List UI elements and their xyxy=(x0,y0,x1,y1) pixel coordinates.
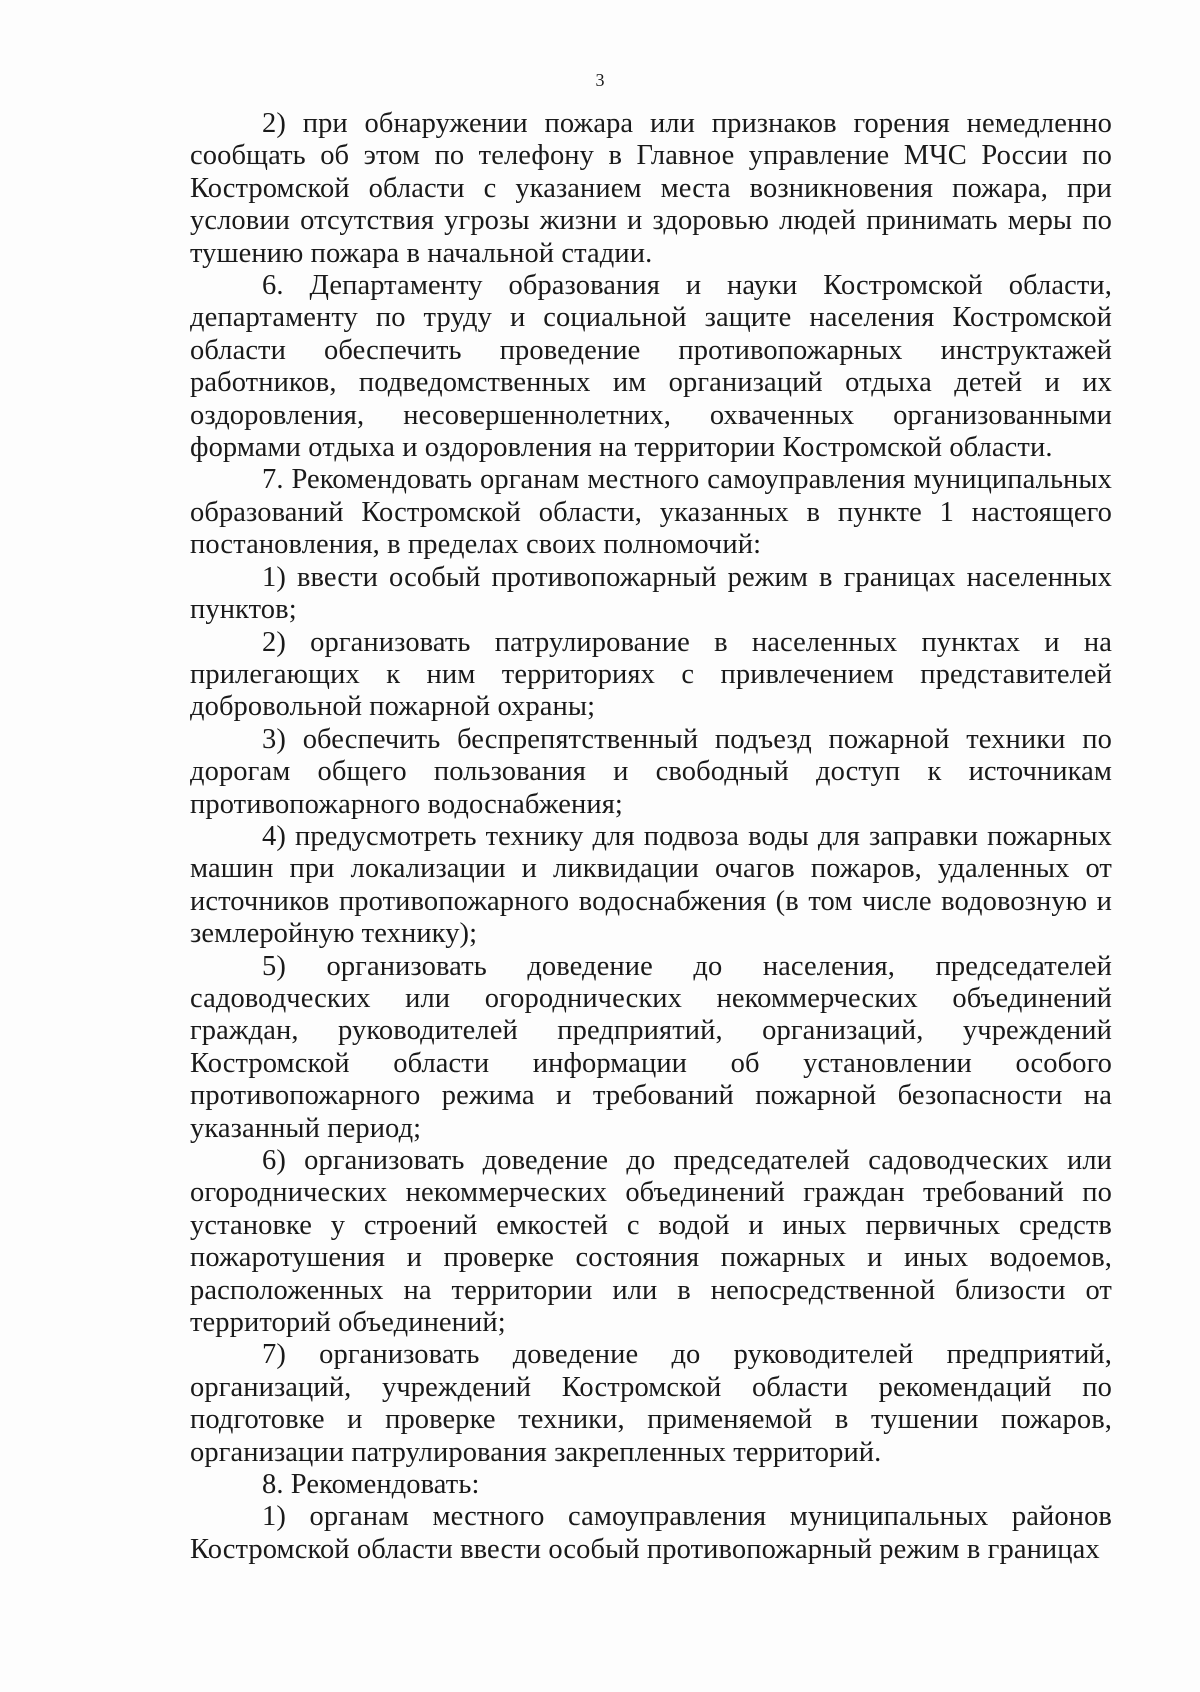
paragraph-item-2-patrol: 2) организовать патрулирование в населенных пунктах и на прилегающих к ним территориях с привлечением представителей добровольной пожарной охраны; xyxy=(190,626,1112,723)
paragraph-item-6-garden-associations: 6) организовать доведение до председателей садоводческих или огороднических некоммерческих объединений граждан требований по установке у строений емкостей с водой и иных первичных средств пожаротушения и проверке состояния пожарных и иных водоемов, расположенных на территории или в непосредственной близости от территорий объединений; xyxy=(190,1145,1112,1339)
paragraph-section-8-recommend: 8. Рекомендовать: xyxy=(262,1469,480,1501)
paragraph-item-1-fire-regime: 1) ввести особый противопожарный режим в границах населенных пунктов; xyxy=(190,561,1112,626)
paragraph-item-3-access: 3) обеспечить беспрепятственный подъезд пожарной техники по дорогам общего пользования и свободный доступ к источникам противопожарного водоснабжения; xyxy=(190,723,1112,820)
paragraph-section-7-recommend-local-gov: 7. Рекомендовать органам местного самоуправления муниципальных образований Костромской области, указанных в пункте 1 настоящего постановления, в пределах своих полномочий: xyxy=(190,464,1112,561)
paragraph-section-8-item-1: 1) органам местного самоуправления муниципальных районов Костромской области ввести особый противопожарный режим в границах xyxy=(190,1501,1112,1565)
paragraph-item-5-inform-population: 5) организовать доведение до населения, председателей садоводческих или огороднических некоммерческих объединений граждан, руководителей предприятий, организаций, учреждений Костромской области информации об установлении особого противопожарного режима и требований пожарной безопасности на указанный период; xyxy=(190,950,1112,1144)
paragraph-item-7-enterprises: 7) организовать доведение до руководителей предприятий, организаций, учреждений Костромской области рекомендаций по подготовке и проверке техники, применяемой в тушении пожаров, организации патрулирования закрепленных территорий. xyxy=(190,1339,1112,1468)
paragraph-item-2-report-fire: 2) при обнаружении пожара или признаков горения немедленно сообщать об этом по телефону в Главное управление МЧС России по Костромской области с указанием места возникновения пожара, при условии отсутствия угрозы жизни и здоровью людей принимать меры по тушению пожара в начальной стадии. xyxy=(190,108,1112,269)
page-number: 3 xyxy=(595,70,605,90)
paragraph-item-4-water-transport: 4) предусмотреть технику для подвоза воды для заправки пожарных машин при локализации и ликвидации очагов пожаров, удаленных от источников противопожарного водоснабжения (в том числе водовозную и землеройную технику); xyxy=(190,820,1112,950)
document-body xyxy=(190,108,1112,1566)
paragraph-section-6-education-dept: 6. Департаменту образования и науки Костромской области, департаменту по труду и социальной защите населения Костромской области обеспечить проведение противопожарных инструктажей работников, подведомственных им организаций отдыха детей и их оздоровления, несовершеннолетних, охваченных организованными формами отдыха и оздоровления на территории Костромской области. xyxy=(190,270,1112,464)
